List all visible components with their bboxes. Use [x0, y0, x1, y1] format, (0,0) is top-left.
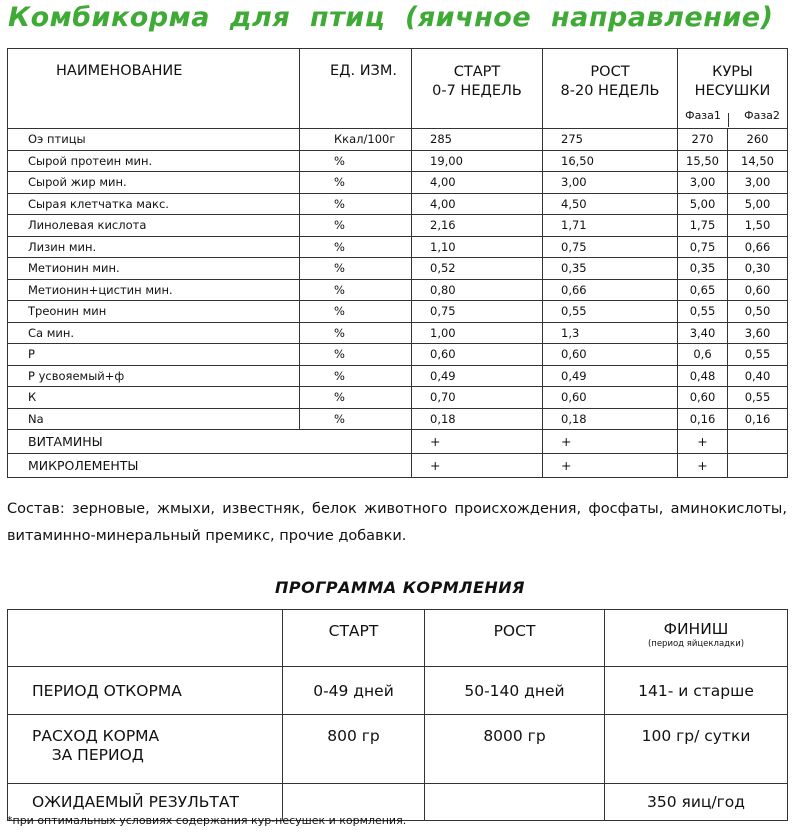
row-name: Р	[8, 344, 300, 366]
header-unit: ЕД. ИЗМ.	[300, 49, 412, 129]
row-phase1-value: 270	[678, 129, 728, 151]
phase-divider	[728, 113, 729, 127]
row-phase2-value: 5,00	[728, 193, 788, 215]
row-start-value: 2,16	[412, 215, 543, 237]
program-title: ПРОГРАММА КОРМЛЕНИЯ	[275, 578, 525, 597]
row-phase1-value: 0,75	[678, 236, 728, 258]
program-cell-grow: 50-140 дней	[425, 667, 605, 715]
row-grow-value: 0,49	[543, 365, 678, 387]
row-phase1-value: 5,00	[678, 193, 728, 215]
header-hens-line1: КУРЫ	[712, 64, 753, 80]
row-phase2-value: 3,00	[728, 172, 788, 194]
header-name: НАИМЕНОВАНИЕ	[8, 49, 300, 129]
program-header-empty	[8, 610, 283, 667]
header-start-line1: СТАРТ	[453, 64, 501, 80]
row-grow-value: 1,71	[543, 215, 678, 237]
row-start-value: 0,60	[412, 344, 543, 366]
row-start-value: 0,80	[412, 279, 543, 301]
row-phase2-value: 0,40	[728, 365, 788, 387]
program-cell-grow	[425, 784, 605, 821]
program-cell-finish: 141- и старше	[605, 667, 788, 715]
row-unit: %	[300, 365, 412, 387]
row-phase1-value: 0,60	[678, 387, 728, 409]
row-unit: %	[300, 236, 412, 258]
row-phase2-value: 0,50	[728, 301, 788, 323]
row-phase1-value: 15,50	[678, 150, 728, 172]
row-start-value: 0,18	[412, 408, 543, 430]
program-cell-finish: 350 яиц/год	[605, 784, 788, 821]
row-grow-value: +	[543, 430, 678, 454]
row-name: Метионин+цистин мин.	[8, 279, 300, 301]
table-row	[8, 322, 788, 344]
row-name: МИКРОЛЕМЕНТЫ	[8, 454, 412, 478]
row-name: Na	[8, 408, 300, 430]
row-unit: %	[300, 215, 412, 237]
table-row	[8, 344, 788, 366]
row-unit: %	[300, 258, 412, 280]
table-row	[8, 258, 788, 280]
composition-text: Состав: зерновые, жмыхи, известняк, белок животного происхождения, фосфаты, аминокислоты, витаминно-минеральный премикс, прочие добавки.	[7, 501, 787, 544]
row-phase1-value: 0,65	[678, 279, 728, 301]
table-row	[8, 129, 788, 151]
row-phase2-value: 1,50	[728, 215, 788, 237]
program-row-label: РАСХОД КОРМА ЗА ПЕРИОД	[8, 715, 283, 784]
program-cell-grow: 8000 гр	[425, 715, 605, 784]
row-grow-value: 3,00	[543, 172, 678, 194]
program-row	[8, 667, 788, 715]
row-name: Сырой жир мин.	[8, 172, 300, 194]
program-cell-finish: 100 гр/ сутки	[605, 715, 788, 784]
row-name: Сырая клетчатка макс.	[8, 193, 300, 215]
row-grow-value: +	[543, 454, 678, 478]
row-start-value: 1,10	[412, 236, 543, 258]
row-name: Р усвояемый+ф	[8, 365, 300, 387]
header-hens	[678, 49, 788, 129]
header-grow-line1: РОСТ	[590, 64, 630, 80]
table-row	[8, 193, 788, 215]
feeding-program-table	[7, 609, 788, 821]
row-grow-value: 0,35	[543, 258, 678, 280]
table-row	[8, 150, 788, 172]
row-name: Линолевая кислота	[8, 215, 300, 237]
row-unit: %	[300, 193, 412, 215]
row-phase2-value: 0,16	[728, 408, 788, 430]
table-row	[8, 215, 788, 237]
row-phase1-value: 0,6	[678, 344, 728, 366]
row-grow-value: 275	[543, 129, 678, 151]
header-grow-line2: 8-20 НЕДЕЛЬ	[560, 83, 660, 99]
row-start-value: 4,00	[412, 193, 543, 215]
row-phase2-value	[728, 454, 788, 478]
row-grow-value: 0,66	[543, 279, 678, 301]
header-phase1: Фаза1	[685, 109, 721, 122]
row-start-value: 1,00	[412, 322, 543, 344]
row-unit: %	[300, 387, 412, 409]
program-row-label: ОЖИДАЕМЫЙ РЕЗУЛЬТАТ	[8, 784, 283, 821]
table-row	[8, 454, 788, 478]
row-unit: %	[300, 172, 412, 194]
nutrient-table	[7, 48, 788, 478]
row-grow-value: 0,75	[543, 236, 678, 258]
program-header-finish-label: ФИНИШ	[663, 620, 729, 638]
row-name: К	[8, 387, 300, 409]
program-row-label: ПЕРИОД ОТКОРМА	[8, 667, 283, 715]
row-phase2-value: 3,60	[728, 322, 788, 344]
row-phase1-value: +	[678, 430, 728, 454]
row-unit: %	[300, 322, 412, 344]
row-phase1-value: 3,40	[678, 322, 728, 344]
row-phase2-value: 0,30	[728, 258, 788, 280]
program-row	[8, 715, 788, 784]
row-name: Са мин.	[8, 322, 300, 344]
row-phase2-value: 0,66	[728, 236, 788, 258]
row-grow-value: 16,50	[543, 150, 678, 172]
row-grow-value: 0,60	[543, 344, 678, 366]
row-phase1-value: 0,16	[678, 408, 728, 430]
row-unit: %	[300, 279, 412, 301]
footnote: *при оптимальных условиях содержания кур-несушек и кормления.	[7, 814, 407, 827]
row-start-value: 4,00	[412, 172, 543, 194]
row-phase2-value: 0,55	[728, 344, 788, 366]
row-unit: %	[300, 344, 412, 366]
row-phase2-value: 260	[728, 129, 788, 151]
row-phase1-value: 0,48	[678, 365, 728, 387]
header-start-line2: 0-7 НЕДЕЛЬ	[432, 83, 522, 99]
row-phase2-value: 14,50	[728, 150, 788, 172]
table-row	[8, 365, 788, 387]
row-phase2-value	[728, 430, 788, 454]
header-hens-line2: НЕСУШКИ	[694, 83, 771, 99]
program-cell-start: 800 гр	[283, 715, 425, 784]
table-row	[8, 301, 788, 323]
row-phase2-value: 0,55	[728, 387, 788, 409]
row-unit: Ккал/100г	[300, 129, 412, 151]
program-header-finish	[605, 610, 788, 667]
row-grow-value: 1,3	[543, 322, 678, 344]
row-grow-value: 0,60	[543, 387, 678, 409]
table-row	[8, 408, 788, 430]
row-grow-value: 0,55	[543, 301, 678, 323]
row-name: Сырой протеин мин.	[8, 150, 300, 172]
table-row	[8, 236, 788, 258]
header-start	[412, 49, 543, 129]
row-start-value: 0,52	[412, 258, 543, 280]
row-start-value: 0,75	[412, 301, 543, 323]
row-start-value: +	[412, 454, 543, 478]
row-phase2-value: 0,60	[728, 279, 788, 301]
row-grow-value: 4,50	[543, 193, 678, 215]
program-header-start: СТАРТ	[283, 610, 425, 667]
program-cell-start: 0-49 дней	[283, 667, 425, 715]
row-start-value: 19,00	[412, 150, 543, 172]
row-phase1-value: 0,55	[678, 301, 728, 323]
table-row	[8, 387, 788, 409]
row-name: Треонин мин	[8, 301, 300, 323]
program-header-finish-sub: (период яйцекладки)	[647, 639, 745, 649]
row-unit: %	[300, 408, 412, 430]
row-start-value: +	[412, 430, 543, 454]
page-title: Комбикорма для птиц (яичное направление)	[8, 2, 774, 33]
row-phase1-value: +	[678, 454, 728, 478]
header-phase2: Фаза2	[744, 109, 780, 122]
row-name: Оэ птицы	[8, 129, 300, 151]
row-grow-value: 0,18	[543, 408, 678, 430]
row-start-value: 0,70	[412, 387, 543, 409]
row-phase1-value: 1,75	[678, 215, 728, 237]
row-start-value: 0,49	[412, 365, 543, 387]
header-grow	[543, 49, 678, 129]
row-start-value: 285	[412, 129, 543, 151]
table-row	[8, 430, 788, 454]
row-name: Метионин мин.	[8, 258, 300, 280]
row-unit: %	[300, 301, 412, 323]
row-name: ВИТАМИНЫ	[8, 430, 412, 454]
row-unit: %	[300, 150, 412, 172]
row-phase1-value: 3,00	[678, 172, 728, 194]
row-phase1-value: 0,35	[678, 258, 728, 280]
table-row	[8, 172, 788, 194]
row-name: Лизин мин.	[8, 236, 300, 258]
table-row	[8, 279, 788, 301]
program-header-grow: РОСТ	[425, 610, 605, 667]
